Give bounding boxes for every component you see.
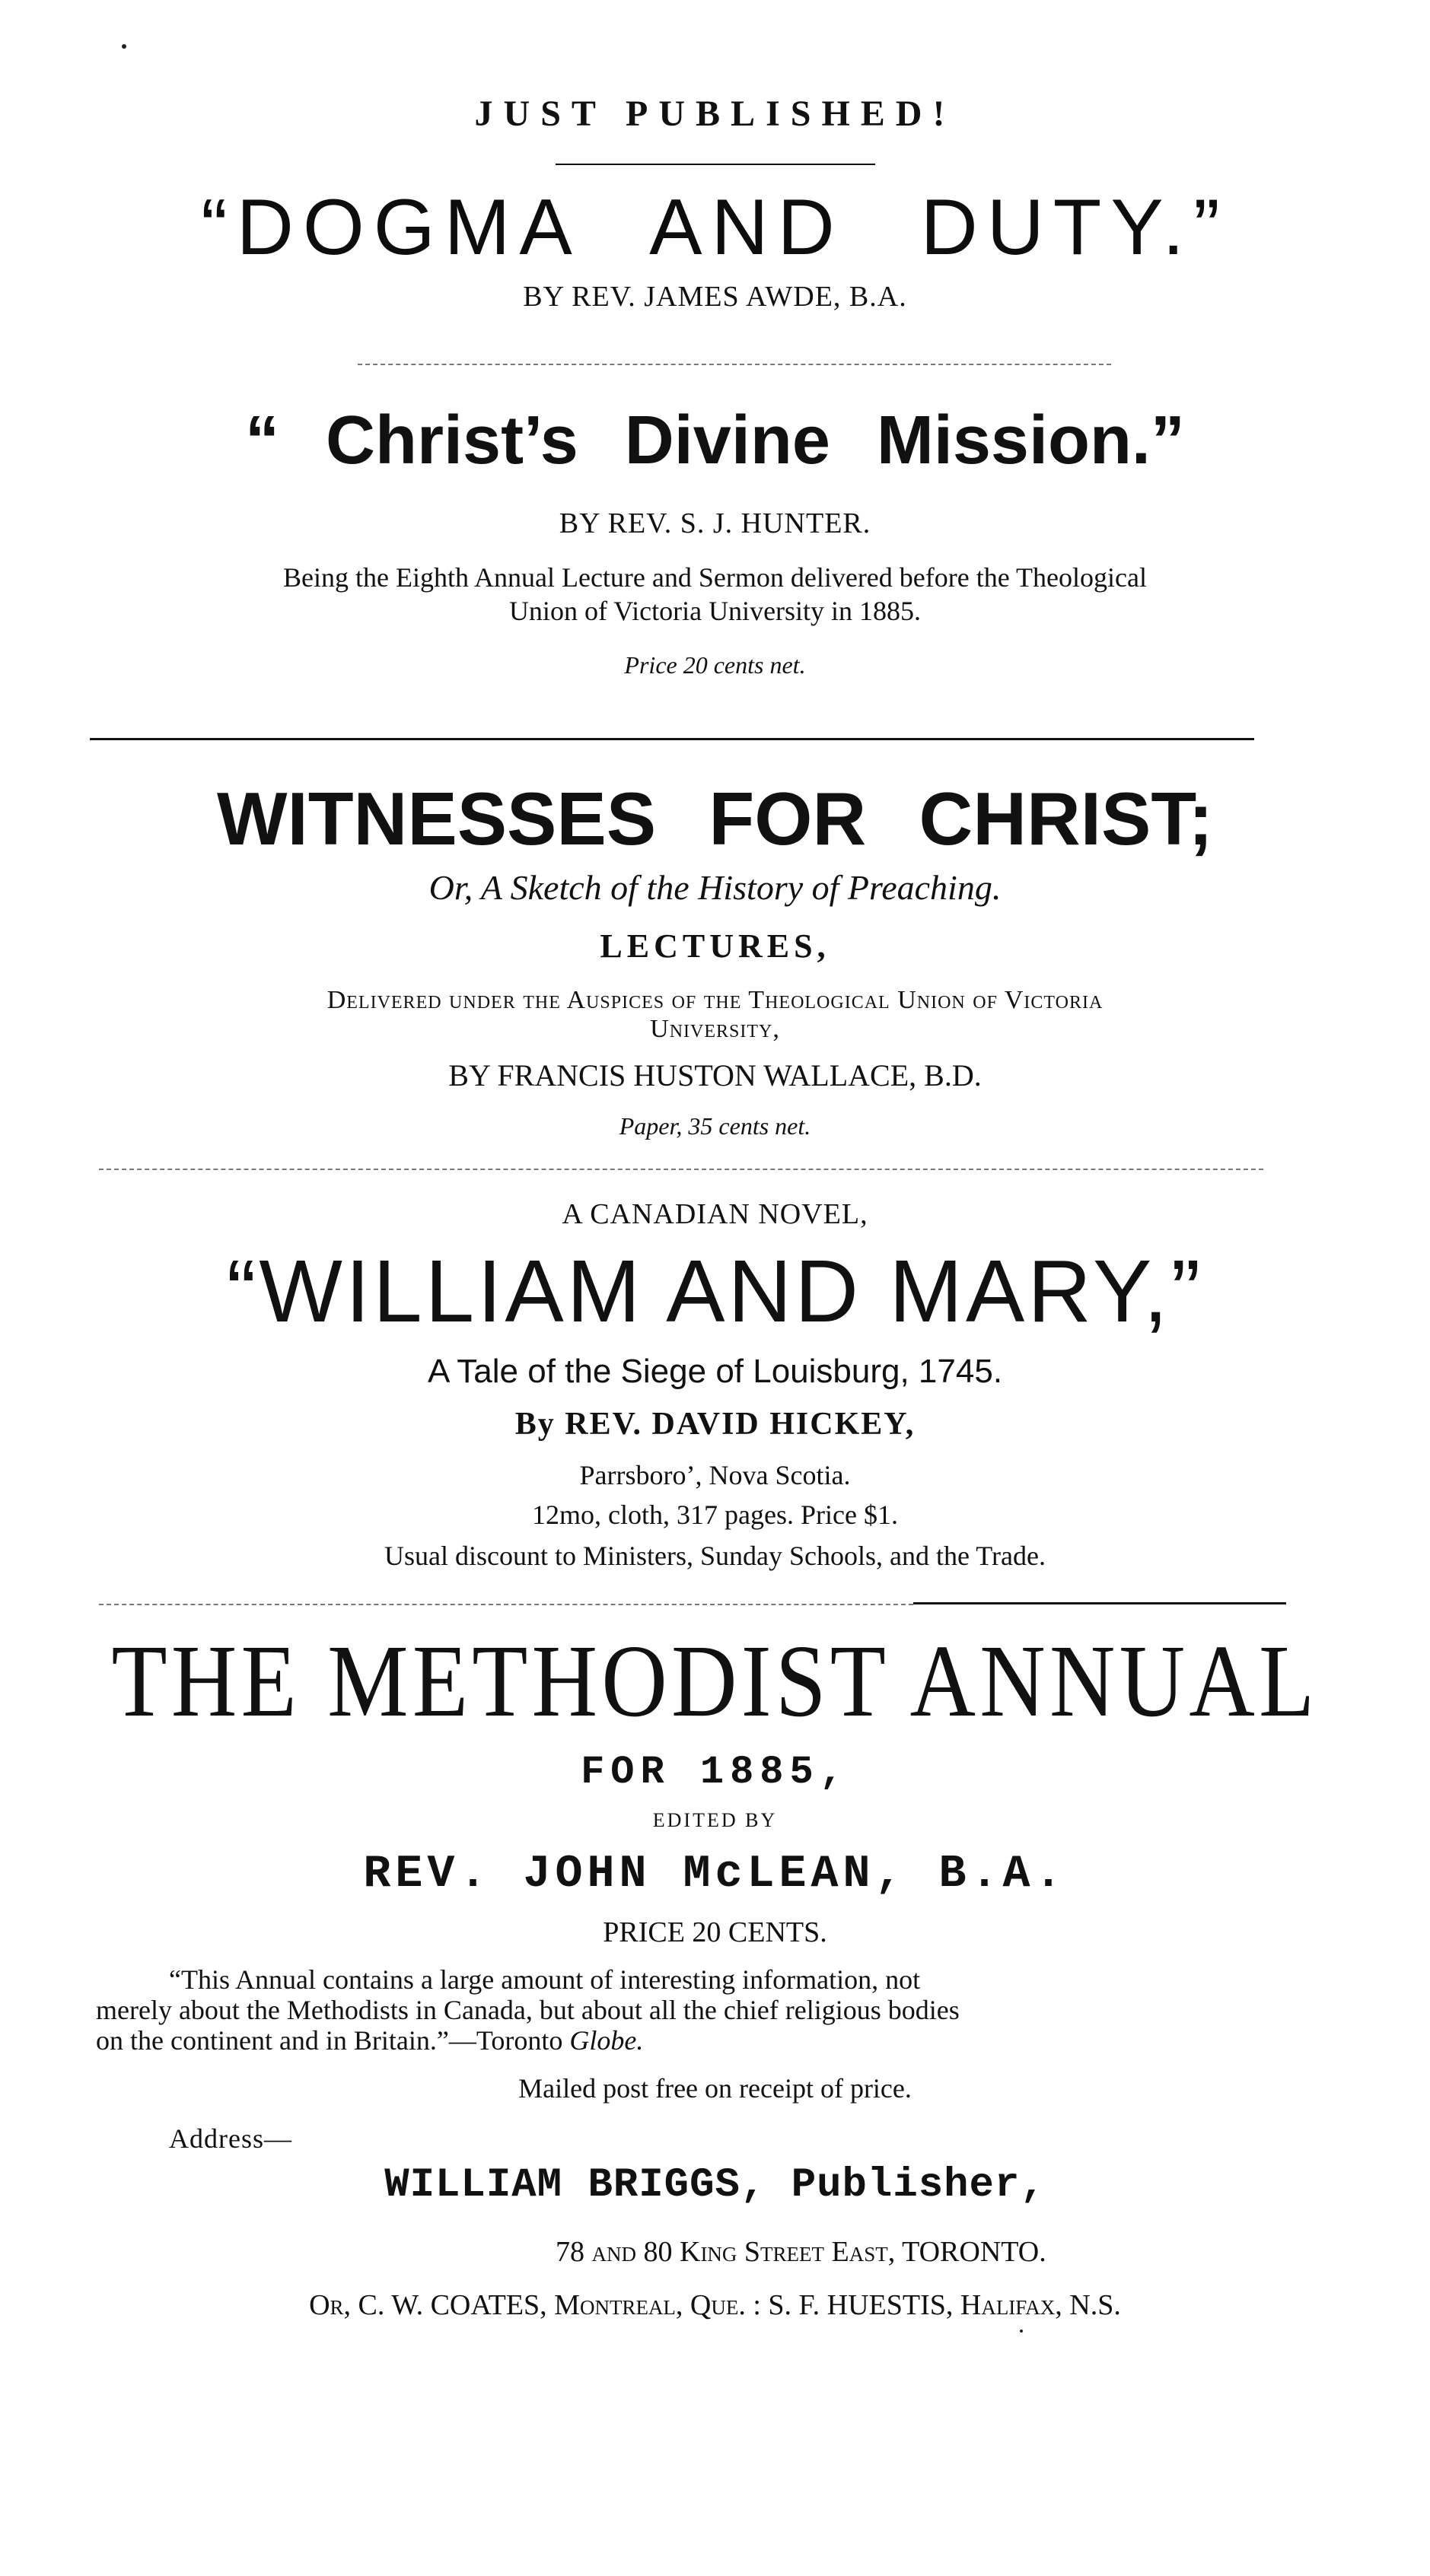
- divine-mission-description-line2: Union of Victoria University in 1885.: [508, 596, 922, 626]
- william-and-mary-subtitle: A Tale of the Siege of Louisburg, 1745.: [427, 1353, 1003, 1390]
- methodist-annual-editor: REV. JOHN McLEAN, B.A.: [363, 1849, 1067, 1900]
- address-label: Address—: [169, 2123, 292, 2154]
- william-and-mary-location: Parrsboro’, Nova Scotia.: [579, 1460, 851, 1490]
- divider: [913, 1602, 1286, 1604]
- dogma-and-duty-title: “DOGMA AND DUTY.”: [201, 183, 1229, 272]
- quote-line-1: “This Annual contains a large amount of interesting information, not: [169, 1964, 921, 1995]
- print-speck: [1020, 2330, 1023, 2333]
- quote-line-3-text: on the continent and in Britain.”—Toronto: [96, 2025, 570, 2056]
- branch-addresses: Or, C. W. COATES, Montreal, Que. : S. F. HUESTIS, Halifax, N.S.: [309, 2289, 1121, 2321]
- quote-line-2: merely about the Methodists in Canada, but about all the chief religious bodies: [96, 1995, 960, 2025]
- divider: [90, 738, 1254, 740]
- methodist-annual-price: PRICE 20 CENTS.: [603, 1916, 827, 1948]
- dogma-and-duty-author: BY REV. JAMES AWDE, B.A.: [523, 281, 907, 313]
- lectures-label: LECTURES,: [600, 927, 830, 965]
- william-and-mary-details: 12mo, cloth, 317 pages. Price $1.: [532, 1499, 898, 1530]
- witnesses-subtitle: Or, A Sketch of the History of Preaching.: [428, 868, 1002, 907]
- witnesses-delivered-line2: University,: [650, 1015, 780, 1043]
- witnesses-delivered-line1: Delivered under the Auspices of the Theological Union of Victoria: [326, 986, 1104, 1014]
- william-and-mary-discount: Usual discount to Ministers, Sunday Schools, and the Trade.: [384, 1541, 1046, 1571]
- publisher-street: 78 and 80 King Street East, TORONTO.: [556, 2236, 1046, 2268]
- witnesses-price: Paper, 35 cents net.: [619, 1112, 811, 1140]
- just-published-headline: JUST PUBLISHED!: [474, 94, 956, 134]
- publisher-name: WILLIAM BRIGGS, Publisher,: [384, 2162, 1046, 2209]
- divider: [99, 1604, 913, 1605]
- divine-mission-price: Price 20 cents net.: [624, 651, 806, 679]
- witnesses-for-christ-title: WITNESSES FOR CHRIST;: [216, 777, 1214, 860]
- quote-line-3: [96, 2025, 1314, 2056]
- mailing-note: Mailed post free on receipt of price.: [518, 2073, 912, 2104]
- divine-mission-description-line1: Being the Eighth Annual Lecture and Sermon delivered before the Theological: [283, 562, 1147, 593]
- methodist-annual-review-quote: [96, 1964, 1314, 2056]
- quote-source: Globe.: [569, 2025, 644, 2056]
- methodist-annual-year: FOR 1885,: [581, 1750, 849, 1795]
- william-and-mary-title: “WILLIAM AND MARY,”: [226, 1242, 1204, 1340]
- divine-mission-author: BY REV. S. J. HUNTER.: [559, 507, 871, 539]
- divider: [358, 364, 1111, 365]
- william-and-mary-author: By REV. DAVID HICKEY,: [514, 1407, 916, 1442]
- divider: [99, 1169, 1263, 1170]
- print-speck: [122, 44, 126, 49]
- methodist-annual-title: THE METHODIST ANNUAL: [111, 1624, 1319, 1738]
- canadian-novel-intro: A CANADIAN NOVEL,: [562, 1198, 868, 1230]
- witnesses-author: BY FRANCIS HUSTON WALLACE, B.D.: [448, 1058, 982, 1092]
- edited-by-label: EDITED BY: [652, 1809, 778, 1831]
- divider: [556, 164, 875, 165]
- christs-divine-mission-title: “ Christ’s Divine Mission.”: [245, 402, 1185, 479]
